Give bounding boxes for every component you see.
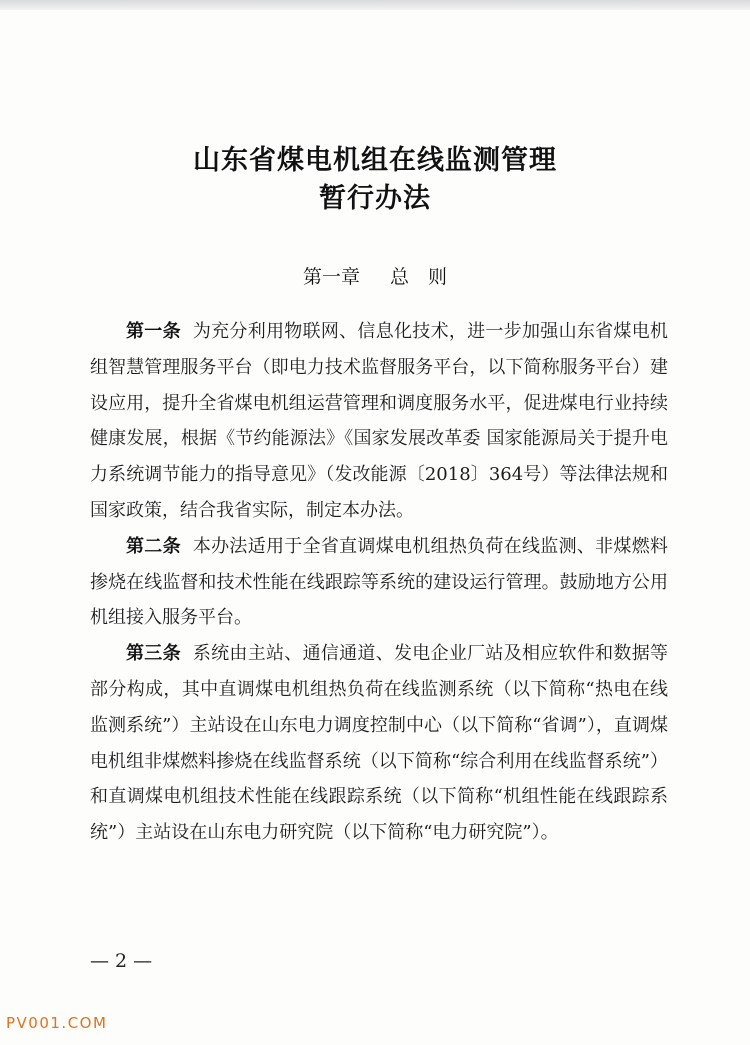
article-text: 系统由主站、通信通道、发电企业厂站及相应软件和数据等部分构成，其中直调煤电机组热负荷在线监测系统（以下简称“热电在线监测系统”）主站设在山东电力调度控制中心（以下简称“省调”），直调煤电机组非煤燃料掺烧在线监督系统（以下简称“综合利用在线监督系统”）和直调煤电机组技术性能在线跟踪系统（以下简称“机组性能在线跟踪系统”）主站设在山东电力研究院（以下简称“电力研究院”）。 <box>90 643 668 844</box>
document-title-line2: 暂行办法 <box>319 183 431 214</box>
article-label: 第三条 <box>126 643 181 665</box>
article-3 <box>90 636 668 851</box>
article-text: 为充分利用物联网、信息化技术，进一步加强山东省煤电机组智慧管理服务平台（即电力技术监督服务平台，以下简称服务平台）建设应用，提升全省煤电机组运营管理和调度服务水平，促进煤电行业持续健康发展，根据《节约能源法》《国家发展改革委 国家能源局关于提升电力系统调节能力的指导意见》（发改能源〔2018〕364号）等法律法规和国家政策，结合我省实际，制定本办法。 <box>90 321 668 521</box>
watermark: PV001.COM <box>6 1014 108 1032</box>
article-label: 第一条 <box>126 321 181 342</box>
article-1 <box>90 314 668 529</box>
document-body <box>90 314 668 851</box>
article-2 <box>90 529 668 636</box>
scan-edge <box>0 0 750 10</box>
chapter-heading <box>0 262 750 289</box>
chapter-name: 总 则 <box>390 266 448 288</box>
document-title-line1: 山东省煤电机组在线监测管理 <box>193 145 557 176</box>
chapter-number: 第一章 <box>302 266 360 288</box>
page-number: — 2 — <box>90 950 153 972</box>
article-text: 本办法适用于全省直调煤电机组热负荷在线监测、非煤燃料掺烧在线监督和技术性能在线跟踪等系统的建设运行管理。鼓励地方公用机组接入服务平台。 <box>90 535 668 629</box>
article-label: 第二条 <box>126 535 181 557</box>
